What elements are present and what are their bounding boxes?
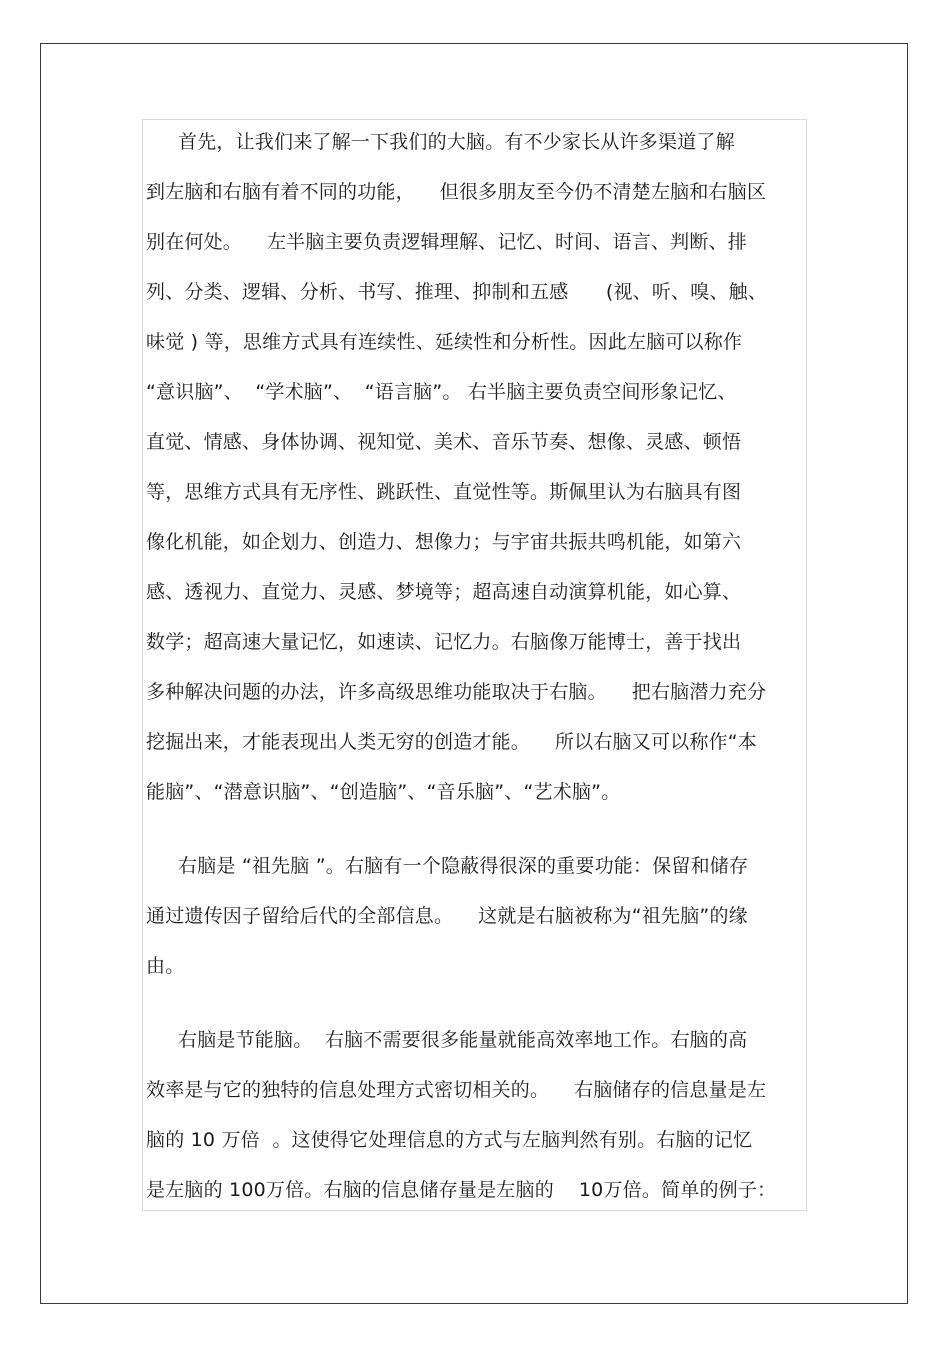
text-line: 效率是与它的独特的信息处理方式密切相关的。 右脑储存的信息量是左 xyxy=(146,1079,767,1101)
text-line: 到左脑和右脑有着不同的功能， 但很多朋友至今仍不清楚左脑和右脑区 xyxy=(146,181,767,203)
text-line: 是左脑的 100万倍。右脑的信息储存量是左脑的 10万倍。简单的例子： xyxy=(146,1179,777,1201)
text-line: 列、分类、逻辑、分析、书写、推理、抑制和五感 (视、听、嗅、触、 xyxy=(146,281,768,303)
text-line: 由。 xyxy=(146,955,185,977)
text-line: 直觉、情感、身体协调、视知觉、美术、音乐节奏、想像、灵感、顿悟 xyxy=(146,431,742,453)
text-line: 能脑”、“潜意识脑”、“创造脑”、“音乐脑”、“艺术脑”。 xyxy=(146,781,621,803)
text-line: 多种解决问题的办法，许多高级思维功能取决于右脑。 把右脑潜力充分 xyxy=(146,681,767,703)
text-line: 通过遗传因子留给后代的全部信息。 这就是右脑被称为“祖先脑”的缘 xyxy=(146,905,748,927)
text-line: 右脑是 “祖先脑 ”。右脑有一个隐蔽得很深的重要功能：保留和储存 xyxy=(178,855,749,877)
text-line: 右脑是节能脑。 右脑不需要很多能量就能高效率地工作。右脑的高 xyxy=(178,1029,748,1051)
text-line: 等，思维方式具有无序性、跳跃性、直觉性等。斯佩里认为右脑具有图 xyxy=(146,481,742,503)
text-line: 像化机能，如企划力、创造力、想像力；与宇宙共振共鸣机能，如第六 xyxy=(146,531,742,553)
text-line: 脑的 10 万倍 。这使得它处理信息的方式与左脑判然有别。右脑的记忆 xyxy=(146,1129,753,1151)
text-line: 味觉 ) 等，思维方式具有连续性、延续性和分析性。因此左脑可以称作 xyxy=(146,331,743,353)
text-line: 别在何处。 左半脑主要负责逻辑理解、记忆、时间、语言、判断、排 xyxy=(146,231,747,253)
text-line: “意识脑”、 “学术脑”、 “语言脑”。 右半脑主要负责空间形象记忆、 xyxy=(146,381,737,403)
text-line: 数学；超高速大量记忆，如速读、记忆力。右脑像万能博士，善于找出 xyxy=(146,631,742,653)
text-line: 挖掘出来，才能表现出人类无穷的创造才能。 所以右脑又可以称作“本 xyxy=(146,731,758,753)
text-line: 感、透视力、直觉力、灵感、梦境等；超高速自动演算机能，如心算、 xyxy=(146,581,742,603)
text-line: 首先，让我们来了解一下我们的大脑。有不少家长从许多渠道了解 xyxy=(178,131,735,153)
